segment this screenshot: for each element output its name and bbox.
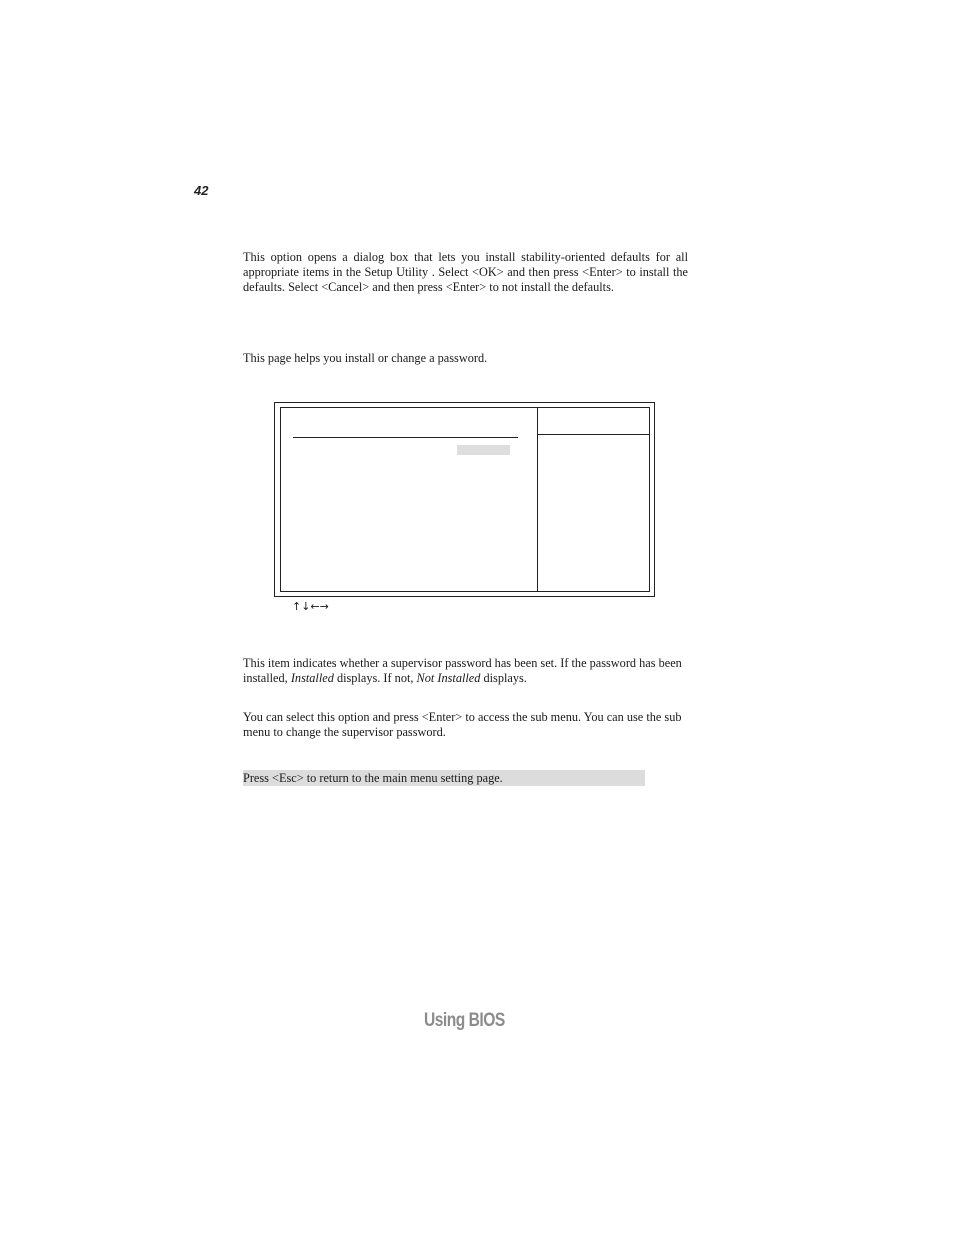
not-installed-term: Not Installed bbox=[416, 671, 481, 685]
status-text-middle: displays. If not, bbox=[333, 671, 417, 685]
change-password-paragraph: You can select this option and press <Enter> to access the sub menu. You can use the sub menu to change the supervisor password. bbox=[243, 710, 682, 739]
footer-chapter-title: Using BIOS bbox=[424, 1010, 505, 1031]
bios-selected-value bbox=[457, 445, 510, 455]
escape-note-text: Press <Esc> to return to the main menu setting page. bbox=[243, 771, 503, 785]
nav-arrow-keys: ↑↓←→ bbox=[292, 600, 329, 613]
installed-term: Installed bbox=[290, 671, 334, 685]
page-number: 42 bbox=[194, 183, 209, 198]
password-intro: This page helps you install or change a password. bbox=[243, 351, 488, 365]
supervisor-status-paragraph bbox=[243, 656, 688, 686]
bios-title-underline bbox=[293, 437, 518, 438]
status-text-before: This item indicates whether a supervisor password has been set. If the password has been installed, bbox=[243, 656, 682, 685]
bios-panel-divider bbox=[537, 408, 538, 592]
bios-help-header-line bbox=[538, 434, 649, 435]
escape-note bbox=[243, 770, 645, 786]
load-defaults-paragraph: This option opens a dialog box that lets you install stability-oriented defaults for all appropriate items in the Setup Utility . Select <OK> and then press <Enter> to install the defaults. Select <Cancel> and then press <Enter> to not install the defaults. bbox=[243, 250, 688, 294]
status-text-after: displays. bbox=[480, 671, 527, 685]
